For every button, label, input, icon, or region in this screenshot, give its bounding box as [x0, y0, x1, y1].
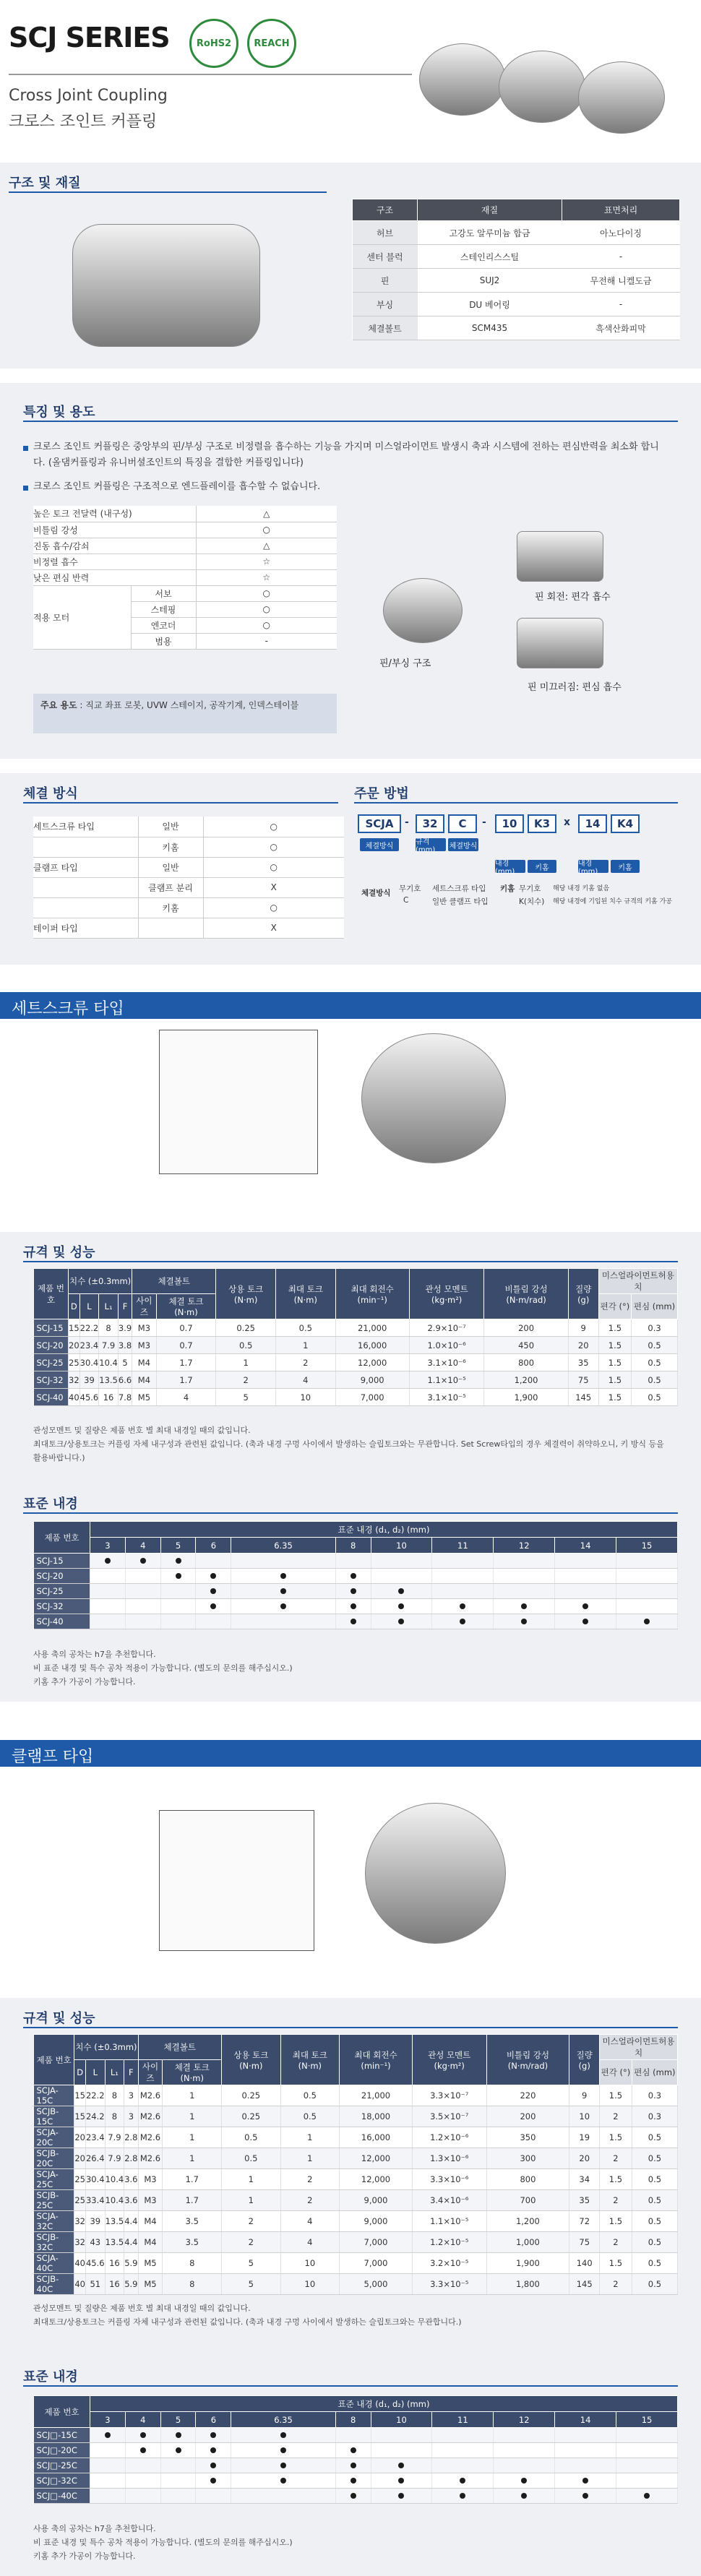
clamp-bore-notes: 사용 축의 공차는 h7을 추천합니다. 비 표준 내경 및 특수 공차 적용이 가능합니다. (별도의 문의를 해주십시오.) 키홈 추가 가공이 가능합니다.: [33, 2524, 293, 2561]
available-dot: [398, 1603, 404, 1609]
available-dot: [460, 1619, 465, 1624]
available-dot: [105, 2432, 111, 2438]
fastening-row: 키홈 ○: [33, 837, 344, 857]
available-dot: [350, 1573, 356, 1579]
available-dot: [521, 2493, 527, 2499]
available-dot: [280, 1573, 286, 1579]
motor-row: 스테핑 ○: [33, 601, 337, 617]
fastening-row: 키홈 ○: [33, 897, 344, 918]
available-dot: [140, 2432, 146, 2438]
series-title: SCJ SERIES: [9, 22, 170, 53]
available-dot: [460, 2478, 465, 2484]
spec-row: SCJA-32C 32 39 13.5 4.4 M4 3.5 2 4 9,000 1.1×10⁻⁵ 1,200 72 1.5 0.5: [34, 2211, 678, 2232]
order-title: 주문 방법: [354, 786, 409, 801]
features-title: 특징 및 용도: [23, 405, 95, 420]
available-dot: [140, 2447, 146, 2453]
rohs-badge: RoHS2: [189, 19, 238, 68]
fastening-table: [33, 817, 344, 939]
bore-row: SCJ□-20C: [34, 2443, 678, 2458]
available-dot: [280, 2478, 286, 2484]
available-dot: [210, 1573, 216, 1579]
caption-rotation: 핀 회전: 편각 흡수: [535, 592, 611, 603]
feature-table: [33, 506, 337, 650]
fastening-row: 클램프 타입 일반 ○: [33, 857, 344, 877]
available-dot: [176, 2432, 181, 2438]
available-dot: [210, 1588, 216, 1594]
setscrew-drawing: [159, 1030, 318, 1174]
spec-row: SCJB-32C 32 43 13.5 4.4 M4 3.5 2 4 7,000 1.2×10⁻⁵ 1,000 75 2 0.5: [34, 2232, 678, 2253]
clamp-spec-table: 제품 번호 치수 (±0.3mm) 체결볼트 상용 토크 (N·m) 최대 토크 (N·m) 최대 회전수 (min⁻¹) 관성 모멘트 (kg·m²) 비틀림 강성 (N·m/rad) 질량 (g) 미스얼라이먼트허용치 D L L₁ F 사이즈 체결 토크 (N·m) 편각 (°) 편심 (mm) SCJA-15C 15 22.2 8 3 M2.6 1 0.25 0.5 21,000 3.3×10⁻⁷ 220 9 1.5 0.3 SCJB-15C 15 24.2 8 3 M2.6 1 0.25 0.5 18,000 3.5×10⁻⁷ 200 10 2 0.3 SCJA-20C 20 23.4 7.9 2.8 M2.6 1 0.5 1 16,000 1.2×10⁻⁶ 350 19 1.5 0.5 SCJB-20C 20 26.4 7.9 2.8 M2.6 1 0.5 1 12,000 1.3×10⁻⁶ 300 20 2 0.5 SCJA-25C 25 30.4 10.4 3.6 M3 1.7 1 2 12,000 3.3×10⁻⁶ 800 34 1.5 0.5 SCJB-25C 25 33.4 10.4 3.6 M3 1.7 1 2 9,000 3.4×10⁻⁶ 700 35 2 0.5 SCJA-32C 32 39 13.5 4.4 M4 3.5 2 4 9,000 1.1×10⁻⁵ 1,200 72 1.5 0.5 SCJB-32C 32 43 13.5 4.4 M4 3.5 2 4 7,000 1.2×10⁻⁵ 1,000 75 2 0.5 SCJA-40C 40 45.6 16 5.9 M5 8 5 10 7,000 3.2×10⁻⁵ 1,900 140 1.5 0.5 SCJB-40C 40 51 16 5.9 M5 8 5 10 5,000 3.3×10⁻⁵ 1,800 145 2 0.5: [33, 2034, 678, 2295]
available-dot: [582, 1619, 588, 1624]
available-dot: [398, 2493, 404, 2499]
motor-row: 범용 -: [33, 633, 337, 649]
bore-row: SCJ□-32C: [34, 2473, 678, 2489]
available-dot: [350, 1588, 356, 1594]
available-dot: [176, 1573, 181, 1579]
bore-row: SCJ□-25C: [34, 2458, 678, 2473]
material-row: 부싱 DU 베어링 -: [353, 293, 680, 316]
available-dot: [398, 2463, 404, 2468]
available-dot: [210, 2463, 216, 2468]
bore-row: SCJ□-15C: [34, 2428, 678, 2443]
feature-row: 비틀림 강성 ○: [33, 522, 337, 538]
available-dot: [280, 2463, 286, 2468]
available-dot: [521, 1619, 527, 1624]
spec-row: SCJA-15C 15 22.2 8 3 M2.6 1 0.25 0.5 21,000 3.3×10⁻⁷ 220 9 1.5 0.3: [34, 2085, 678, 2106]
available-dot: [210, 1603, 216, 1609]
available-dot: [280, 1588, 286, 1594]
material-row: 체결볼트 SCM435 흑색산화피막: [353, 316, 680, 340]
reach-badge: REACH: [247, 19, 296, 68]
fastening-row: 클램프 분리 X: [33, 877, 344, 897]
subtitle-en: Cross Joint Coupling: [9, 87, 168, 105]
available-dot: [398, 1588, 404, 1594]
spec-row: SCJB-40C 40 51 16 5.9 M5 8 5 10 5,000 3.3×10⁻⁵ 1,800 145 2 0.5: [34, 2274, 678, 2295]
available-dot: [350, 2478, 356, 2484]
spec-row: SCJ-15 15 22.2 8 3.9 M3 0.7 0.25 0.5 21,000 2.9×10⁻⁷ 200 9 1.5 0.3: [34, 1319, 678, 1337]
fastening-row: 테이퍼 타입 X: [33, 918, 344, 938]
bore-row: SCJ-40: [34, 1614, 678, 1629]
structure-figure: [29, 202, 311, 354]
clamp-bore-table: 제품 번호 표준 내경 (d₁, d₂) (mm) 3 4 5 6 6.35 8 10 11 12 14 15 SCJ□-15C SCJ□-20C SCJ□-25C SCJ□-32C SCJ□-40C: [33, 2395, 678, 2504]
structure-title: 구조 및 재질: [9, 176, 81, 191]
material-row: 핀 SUJ2 무전해 니켈도금: [353, 269, 680, 293]
feature-bullet-2: 크로스 조인트 커플링은 구조적으로 엔드플레이를 흡수할 수 없습니다.: [33, 481, 321, 492]
main-uses: 주요 용도 : 직교 좌표 로봇, UVW 스테이지, 공작기계, 인덱스테이블: [33, 694, 337, 733]
available-dot: [176, 1558, 181, 1564]
spec-row: SCJ-32 32 39 13.5 6.6 M4 1.7 2 4 9,000 1.1×10⁻⁵ 1,200 75 1.5 0.5: [34, 1371, 678, 1389]
spec-row: SCJB-25C 25 33.4 10.4 3.6 M3 1.7 1 2 9,000 3.4×10⁻⁶ 700 35 2 0.5: [34, 2190, 678, 2211]
available-dot: [521, 1603, 527, 1609]
available-dot: [350, 2463, 356, 2468]
clamp-drawing: [159, 1810, 314, 1951]
available-dot: [176, 2447, 181, 2453]
bore-row: SCJ-20: [34, 1569, 678, 1584]
available-dot: [644, 2493, 650, 2499]
feature-figure: [361, 517, 679, 719]
available-dot: [105, 1558, 111, 1564]
clamp-spec-title: 규격 및 성능: [23, 2011, 95, 2026]
feature-row: 높은 토크 전달력 (내구성) △: [33, 506, 337, 522]
catalog-page: SCJ SERIES RoHS2 REACH Cross Joint Coupling 크로스 조인트 커플링 구조 및 재질 구조 재질 표면처리 허브 고강도 알루미늄 합금 아노다이징 센터 블럭 스테인리스스틸 - 핀 SUJ2 무전해 니켈도금 부싱 DU 베어링 - 체결볼트 SCM435 흑색산화피막 특징 및 용도 크로스 조인트 커플링은 중앙부의 핀/부싱 구조로 비정렬을 흡수하는 기능을 가지며 미스얼라이먼트 발생시 축과 시스템에 전하는 편심반력을 최소화 합니다. (올댐커플링과 유니버셜조인트의 특징을 결합한 커플링입니다) 크로스 조인트 커플링은 구조적으로 엔드플레이를 흡수할 수 없습니다. 높은 토크 전달력 (내구성) △ 비틀림 강성 ○ 진동 흡수/감쇠 △ 비정렬 흡수 ☆ 낮은 편심 반력 ☆ 적용 모터 서보 ○ 스테핑 ○ 엔코더 ○ 범용 - 주요 용도 : 직교 좌표 로봇, UVW 스테이지, 공작기계, 인덱스테이블 핀/부싱 구조 핀 회전: 편각 흡수 핀 미끄러짐: 편심 흡수 체결 방식 주문 방법 세트스크류 타입 일반 ○ 키홈 ○ 클램프 타입 일반 ○ 클램프 분리 X 키홈 ○ 테이퍼 타입 X SCJA - 32 C - 10 K3 x 14 K4 체결방식 규격(mm) 체결방식 내경(mm) 키홈 내경(mm) 키홈 체결방식 무기호 세트스크류 타입 C 일반 클램프 타입 키홈 무기호 해당 내경 키홈 없음 K(치수) 해당 내경에 기입된 치수 규격의 키홈 가공 세트스크류 타입 규격 및 성능 표준 내경 제품 번호 치수 (±0.3mm) 체결볼트 상용 토크 (N·m) 최대 토크 (N·m) 최대 회전수 (min⁻¹) 관성 모멘트 (kg·m²) 비틀림 강성 (N·m/rad) 질량 (g) 미스얼라이먼트허용치 D L L₁ F 사이즈 체결 토크 (N·m) 편각 (°) 편심 (mm) SCJ-15 15 22.2 8 3.9 M3 0.7 0.25 0.5 21,000 2.9×10⁻⁷ 200 9 1.5 0.3 SCJ-20 20 23.4 7.9 3.8 M3 0.7 0.5 1 16,000 1.0×10⁻⁶ 450 20 1.5 0.5 SCJ-25 25 30.4 10.4 5 M4 1.7 1 2 12,000 3.1×10⁻⁶ 800 35 1.5 0.5 SCJ-32 32 39 13.5 6.6 M4 1.7 2 4 9,000 1.1×10⁻⁵ 1,200 75 1.5 0.5 SCJ-40 40 45.6 16 7.8 M5 4 5 10 7,000 3.1×10⁻⁵ 1,900 145 1.5 0.5 관성모멘트 및 질량은 제품 번호 별 최대 내경일 때의 값입니다. 최대토크/상용토크는 커플링 자체 내구성과 관련된 값입니다. (축과 내경 구멍 사이에서 발생하는 슬립토크와는 무관합니다. Set Screw타입의 경우 체결력이 취약하오니, 키 방식 등을 활용바랍니다.) 제품 번호 표준 내경 (d₁, d₂) (mm) 3 4 5 6 6.35 8 10 11 12 14 15 SCJ-15 SCJ-20 SCJ-25 SCJ-32 SCJ-40 사용 축의 공차는 h7을 추천합니다. 비 표준 내경 및 특수 공차 적용이 가능합니다. (별도의 문의를 해주십시오.) 키홈 추가 가공이 가능합니다. 클램프 타입 규격 및 성능 표준 내경 제품 번호 치수 (±0.3mm) 체결볼트 상용 토크 (N·m) 최대 토크 (N·m) 최대 회전수 (min⁻¹) 관성 모멘트 (kg·m²) 비틀림 강성 (N·m/rad) 질량 (g) 미스얼라이먼트허용치 D L L₁ F 사이즈 체결 토크 (N·m) 편각 (°) 편심 (mm) SCJA-15C 15 22.2 8 3 M2.6 1 0.25 0.5 21,000 3.3×10⁻⁷ 220 9 1.5 0.3 SCJB-15C 15 24.2 8 3 M2.6 1 0.25 0.5 18,000 3.5×10⁻⁷ 200 10 2 0.3 SCJA-20C 20 23.4 7.9 2.8 M2.6 1 0.5 1 16,000 1.2×10⁻⁶ 350 19 1.5 0.5 SCJB-20C 20 26.4 7.9 2.8 M2.6 1 0.5 1 12,000 1.3×10⁻⁶ 300 20 2 0.5 SCJA-25C 25 30.4 10.4 3.6 M3 1.7 1 2 12,000 3.3×10⁻⁶ 800 34 1.5 0.5 SCJB-25C 25 33.4 10.4 3.6 M3 1.7 1 2 9,000 3.4×10⁻⁶ 700 35 2 0.5 SCJA-32C 32 39 13.5 4.4 M4 3.5 2 4 9,000 1.1×10⁻⁵ 1,200 72 1.5 0.5 SCJB-32C 32 43 13.5 4.4 M4 3.5 2 4 7,000 1.2×10⁻⁵ 1,000 75 2 0.5 SCJA-40C 40 45.6 16 5.9 M5 8 5 10 7,000 3.2×10⁻⁵ 1,900 140 1.5 0.5 SCJB-40C 40 51 16 5.9 M5 8 5 10 5,000 3.3×10⁻⁵ 1,800 145 2 0.5 관성모멘트 및 질량은 제품 번호 별 최대 내경일 때의 값입니다. 최대토크/상용토크는 커플링 자체 내구성과 관련된 값입니다. (축과 내경 구멍 사이에서 발생하는 슬립토크와는 무관합니다.) 제품 번호 표준 내경 (d₁, d₂) (mm) 3 4 5 6 6.35 8 10 11 12 14 15 SCJ□-15C SCJ□-20C SCJ□-25C SCJ□-32C SCJ□-40C 사용 축의 공차는 h7을 추천합니다. 비 표준 내경 및 특수 공차 적용이 가능합니다. (별도의 문의를 해주십시오.) 키홈 추가 가공이 가능합니다.: [0, 0, 701, 2576]
available-dot: [140, 1558, 146, 1564]
setscrew-photo: [361, 1033, 506, 1163]
spec-row: SCJB-15C 15 24.2 8 3 M2.6 1 0.25 0.5 18,000 3.5×10⁻⁷ 200 10 2 0.3: [34, 2106, 678, 2127]
available-dot: [350, 1619, 356, 1624]
clamp-bore-title: 표준 내경: [23, 2369, 78, 2385]
available-dot: [582, 2478, 588, 2484]
feature-row: 진동 흡수/감쇠 △: [33, 538, 337, 553]
spec-row: SCJ-40 40 45.6 16 7.8 M5 4 5 10 7,000 3.1×10⁻⁵ 1,900 145 1.5 0.5: [34, 1389, 678, 1406]
available-dot: [210, 2432, 216, 2438]
available-dot: [280, 2447, 286, 2453]
available-dot: [582, 2493, 588, 2499]
available-dot: [210, 2447, 216, 2453]
available-dot: [280, 2432, 286, 2438]
clamp-photo: [365, 1803, 506, 1944]
motor-row: 적용 모터 서보 ○: [33, 585, 337, 601]
spec-row: SCJA-20C 20 23.4 7.9 2.8 M2.6 1 0.5 1 16,000 1.2×10⁻⁶ 350 19 1.5 0.5: [34, 2127, 678, 2148]
spec-row: SCJA-25C 25 30.4 10.4 3.6 M3 1.7 1 2 12,000 3.3×10⁻⁶ 800 34 1.5 0.5: [34, 2169, 678, 2190]
subtitle-ko: 크로스 조인트 커플링: [9, 113, 158, 131]
available-dot: [350, 1603, 356, 1609]
available-dot: [582, 1603, 588, 1609]
available-dot: [460, 2493, 465, 2499]
spec-row: SCJ-25 25 30.4 10.4 5 M4 1.7 1 2 12,000 3.1×10⁻⁶ 800 35 1.5 0.5: [34, 1354, 678, 1371]
clamp-title: 클램프 타입: [0, 1740, 701, 1767]
material-table: 구조 재질 표면처리 허브 고강도 알루미늄 합금 아노다이징 센터 블럭 스테인리스스틸 - 핀 SUJ2 무전해 니켈도금 부싱 DU 베어링 - 체결볼트 SCM435 흑색산화피막: [352, 199, 680, 340]
setscrew-spec-title: 규격 및 성능: [23, 1245, 95, 1260]
setscrew-bore-notes: 사용 축의 공차는 h7을 추천합니다. 비 표준 내경 및 특수 공차 적용이 가능합니다. (별도의 문의를 해주십시오.) 키홈 추가 가공이 가능합니다.: [33, 1650, 293, 1687]
fastening-title: 체결 방식: [23, 786, 78, 801]
available-dot: [350, 2493, 356, 2499]
fastening-row: 세트스크류 타입 일반 ○: [33, 817, 344, 837]
motor-row: 엔코더 ○: [33, 617, 337, 633]
caption-pin-bushing: 핀/부싱 구조: [379, 658, 431, 669]
bore-row: SCJ□-40C: [34, 2489, 678, 2504]
available-dot: [521, 2478, 527, 2484]
bore-row: SCJ-15: [34, 1554, 678, 1569]
available-dot: [644, 1619, 650, 1624]
setscrew-title: 세트스크류 타입: [0, 992, 701, 1019]
caption-slide: 핀 미끄러짐: 편심 흡수: [528, 682, 622, 693]
setscrew-bore-title: 표준 내경: [23, 1496, 78, 1512]
header: [0, 0, 701, 163]
available-dot: [398, 2478, 404, 2484]
setscrew-notes: 관성모멘트 및 질량은 제품 번호 별 최대 내경일 때의 값입니다. 최대토크/상용토크는 커플링 자체 내구성과 관련된 값입니다. (축과 내경 구멍 사이에서 발생하는 슬립토크와는 무관합니다. Set Screw타입의 경우 체결력이 취약하오니, 키 방식 등을 활용바랍니다.): [33, 1426, 664, 1463]
available-dot: [460, 1603, 465, 1609]
bore-row: SCJ-32: [34, 1599, 678, 1614]
spec-row: SCJA-40C 40 45.6 16 5.9 M5 8 5 10 7,000 3.2×10⁻⁵ 1,900 140 1.5 0.5: [34, 2253, 678, 2274]
material-row: 센터 블럭 스테인리스스틸 -: [353, 245, 680, 269]
clamp-notes: 관성모멘트 및 질량은 제품 번호 별 최대 내경일 때의 값입니다. 최대토크/상용토크는 커플링 자체 내구성과 관련된 값입니다. (축과 내경 구멍 사이에서 발생하는 슬립토크와는 무관합니다.): [33, 2304, 462, 2327]
feature-row: 비정렬 흡수 ☆: [33, 553, 337, 569]
bore-row: SCJ-25: [34, 1584, 678, 1599]
spec-row: SCJ-20 20 23.4 7.9 3.8 M3 0.7 0.5 1 16,000 1.0×10⁻⁶ 450 20 1.5 0.5: [34, 1337, 678, 1354]
setscrew-bore-table: 제품 번호 표준 내경 (d₁, d₂) (mm) 3 4 5 6 6.35 8 10 11 12 14 15 SCJ-15 SCJ-20 SCJ-25 SCJ-32 SCJ-40: [33, 1521, 678, 1629]
available-dot: [398, 1619, 404, 1624]
available-dot: [280, 1603, 286, 1609]
feature-row: 낮은 편심 반력 ☆: [33, 569, 337, 585]
header-divider: [9, 74, 412, 75]
setscrew-spec-table: 제품 번호 치수 (±0.3mm) 체결볼트 상용 토크 (N·m) 최대 토크 (N·m) 최대 회전수 (min⁻¹) 관성 모멘트 (kg·m²) 비틀림 강성 (N·m/rad) 질량 (g) 미스얼라이먼트허용치 D L L₁ F 사이즈 체결 토크 (N·m) 편각 (°) 편심 (mm) SCJ-15 15 22.2 8 3.9 M3 0.7 0.25 0.5 21,000 2.9×10⁻⁷ 200 9 1.5 0.3 SCJ-20 20 23.4 7.9 3.8 M3 0.7 0.5 1 16,000 1.0×10⁻⁶ 450 20 1.5 0.5 SCJ-25 25 30.4 10.4 5 M4 1.7 1 2 12,000 3.1×10⁻⁶ 800 35 1.5 0.5 SCJ-32 32 39 13.5 6.6 M4 1.7 2 4 9,000 1.1×10⁻⁵ 1,200 75 1.5 0.5 SCJ-40 40 45.6 16 7.8 M5 4 5 10 7,000 3.1×10⁻⁵ 1,900 145 1.5 0.5: [33, 1268, 678, 1406]
available-dot: [350, 2447, 356, 2453]
spec-row: SCJB-20C 20 26.4 7.9 2.8 M2.6 1 0.5 1 12,000 1.3×10⁻⁶ 300 20 2 0.5: [34, 2148, 678, 2169]
material-row: 허브 고강도 알루미늄 합금 아노다이징: [353, 221, 680, 245]
available-dot: [210, 2478, 216, 2484]
feature-bullet-1: 크로스 조인트 커플링은 중앙부의 핀/부싱 구조로 비정렬을 흡수하는 기능을 가지며 미스얼라이먼트 발생시 축과 시스템에 전하는 편심반력을 최소화 합니다. (올댐커플링과 유니버셜조인트의 특징을 결합한 커플링입니다): [33, 441, 659, 468]
